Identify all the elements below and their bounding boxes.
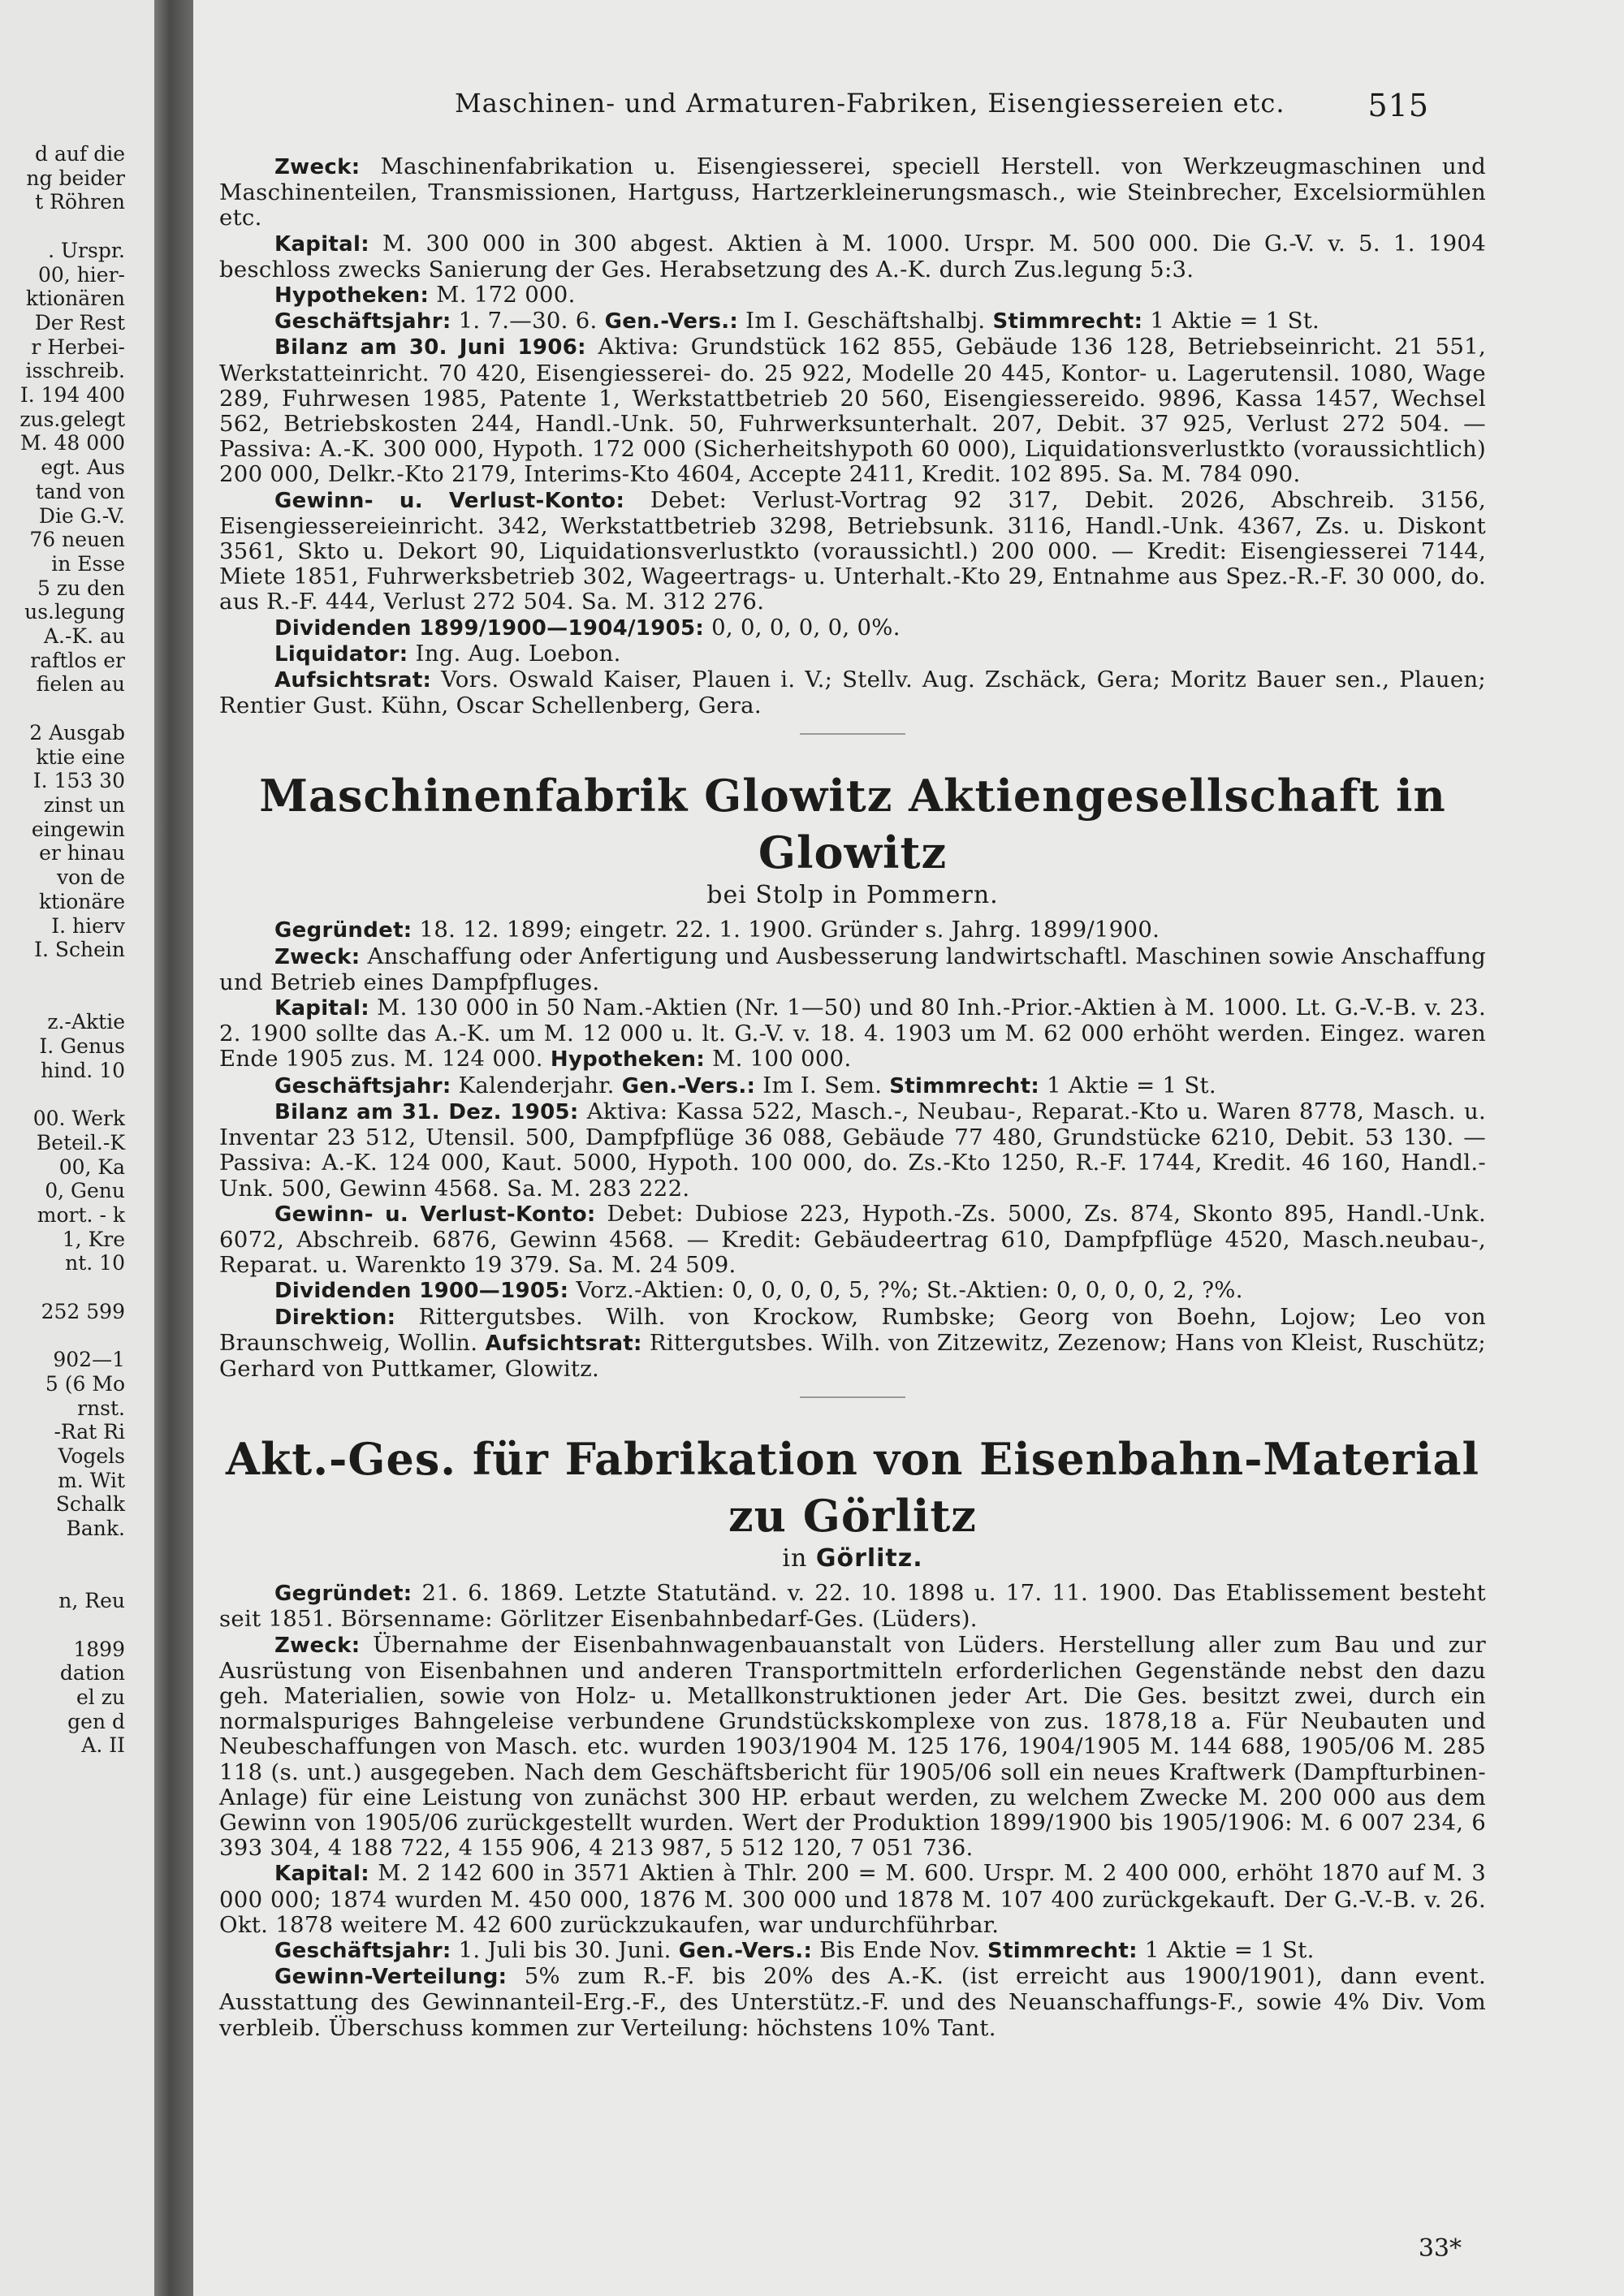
- left-page-line: 902—1: [53, 1348, 125, 1372]
- field-text: Vorz.-Aktien: 0, 0, 0, 0, 5, ?%; St.-Aktien: 0, 0, 0, 0, 2, ?%.: [568, 1277, 1243, 1304]
- entry-paragraph: [219, 1581, 1486, 1632]
- field-label: Gen.-Vers.:: [678, 1938, 813, 1963]
- left-page-line: el zu: [76, 1685, 125, 1709]
- left-page-line: in Esse: [51, 551, 125, 576]
- left-page-line: Schalk: [55, 1492, 125, 1517]
- field-text: 21. 6. 1869. Letzte Statutänd. v. 22. 10. 1898 u. 17. 11. 1900. Das Etablissement besteht seit 1851. Börsenname: Görlitzer Eisenbahnbedarf-Ges. (Lüders).: [219, 1580, 1486, 1633]
- field-label: Gewinn- u. Verlust-Konto:: [274, 1202, 596, 1227]
- left-page-line: Der Rest: [34, 310, 125, 334]
- field-text: M. 100 000.: [705, 1046, 852, 1072]
- company-subtitle-goerlitz: [219, 1544, 1486, 1573]
- left-page-line: eingewin: [31, 817, 125, 841]
- left-page-line: I. 153 30: [32, 769, 125, 793]
- field-label: Gen.-Vers.:: [621, 1073, 756, 1098]
- left-page-line: von de: [56, 865, 125, 890]
- field-text: M. 130 000 in 50 Nam.-Aktien (Nr. 1—50) und 80 Inh.-Prior.-Aktien à M. 1000. Lt. G.-V.-B. v. 23. 2. 1900 sollte das A.-K. um M. 12 000 u. lt. G.-V. v. 18. 4. 1903 um M. 62 000 erhöht werden. Eingez. waren Ende 1905 zus. M. 124 000.: [219, 995, 1486, 1072]
- left-page-line: n, Reu: [58, 1589, 125, 1613]
- entry-paragraph: [219, 1633, 1486, 1862]
- subtitle-prefix: in: [782, 1544, 808, 1573]
- left-page-line: egt. Aus: [41, 455, 125, 480]
- left-page-line: . Urspr.: [48, 238, 125, 262]
- left-page-line: ktionären: [25, 287, 125, 311]
- entry-plauen: [219, 154, 1486, 719]
- left-page-line: A.-K. au: [43, 624, 125, 649]
- left-page-line: -Rat Ri: [54, 1420, 125, 1444]
- field-label: Bilanz am 31. Dez. 1905:: [274, 1099, 579, 1124]
- left-page-line: us.legung: [24, 600, 125, 624]
- entry-paragraph: [219, 1099, 1486, 1202]
- left-page-line: fielen au: [36, 672, 125, 697]
- entry-paragraph: [219, 309, 1486, 334]
- left-page-line: hind. 10: [41, 1058, 125, 1082]
- left-page-line: z.-Aktie: [47, 1010, 125, 1034]
- left-page-line: [0, 1564, 154, 1589]
- field-text: Rittergutsbes. Wilh. von Zitzewitz, Zezenow; Hans von Kleist, Ruschütz; Gerhard von Puttkamer, Glowitz.: [219, 1329, 1486, 1382]
- field-text: M. 300 000 in 300 abgest. Aktien à M. 1000. Urspr. M. 500 000. Die G.-V. v. 5. 1. 1904 beschloss zwecks Sanierung der Ges. Herabsetzung des A.-K. durch Zus.legung 5:3.: [219, 230, 1486, 283]
- company-subtitle-glowitz: bei Stolp in Pommern.: [706, 881, 999, 910]
- field-label: Kapital:: [274, 231, 369, 257]
- field-text: 18. 12. 1899; eingetr. 22. 1. 1900. Gründer s. Jahrg. 1899/1900.: [412, 917, 1160, 943]
- left-page-line: I. Genus: [39, 1034, 125, 1059]
- left-page-line: zus.gelegt: [19, 407, 125, 431]
- field-text: Rittergutsbes. Wilh. von Krockow, Rumbske; Georg von Boehn, Lojow; Leo von Braunschweig, Wollin.: [219, 1303, 1486, 1356]
- left-page-line: 252 599: [41, 1299, 125, 1323]
- left-page-line: 00, hier-: [38, 262, 125, 287]
- left-page-line: M. 48 000: [20, 431, 125, 455]
- left-page-line: I. Schein: [34, 938, 125, 962]
- left-page-line: Bank.: [66, 1517, 125, 1541]
- book-gutter: [154, 0, 193, 2296]
- field-label: Geschäftsjahr:: [274, 1938, 451, 1963]
- entry-paragraph: [219, 944, 1486, 995]
- field-label: Kapital:: [274, 996, 369, 1021]
- entry-paragraph: [219, 917, 1486, 943]
- entry-paragraph: [219, 1073, 1486, 1099]
- left-page-line: ng beider: [26, 166, 125, 190]
- company-title-glowitz: Maschinenfabrik Glowitz Aktiengesellschaft in Glowitz: [259, 770, 1446, 879]
- entry-paragraph: [219, 154, 1486, 231]
- field-text: 1. Juli bis 30. Juni.: [451, 1936, 679, 1963]
- field-label: Direktion:: [274, 1305, 396, 1330]
- left-page-line: A. II: [81, 1733, 125, 1758]
- page-body: [219, 154, 1486, 2041]
- field-text: M. 172 000.: [429, 282, 576, 309]
- field-label: Gewinn- u. Verlust-Konto:: [274, 488, 625, 513]
- running-head: [260, 88, 1429, 123]
- left-page-line: 0, Genu: [45, 1179, 125, 1203]
- left-page-line: [0, 1541, 154, 1565]
- section-divider: [800, 1396, 905, 1398]
- field-text: M. 2 142 600 in 3571 Aktien à Thlr. 200 = M. 600. Urspr. M. 2 400 000, erhöht 1870 auf M. 3 000 000; 1874 wurden M. 450 000, 1876 M. 300 000 und 1878 M. 107 400 zurückgekauft. Der G.-V.-B. v. 26. Okt. 1878 weitere M. 42 600 zurückzukaufen, war undurchführbar.: [219, 1860, 1486, 1938]
- field-label: Hypotheken:: [550, 1047, 706, 1072]
- signature-mark: 33*: [1418, 2234, 1462, 2263]
- running-title: Maschinen- und Armaturen-Fabriken, Eisengiessereien etc.: [455, 88, 1285, 119]
- left-page-line: t Röhren: [35, 190, 125, 214]
- field-label: Gen.-Vers.:: [604, 309, 739, 334]
- entry-paragraph: [219, 283, 1486, 309]
- field-text: Im I. Geschäftshalbj.: [738, 308, 993, 334]
- field-text: Ing. Aug. Loebon.: [408, 640, 621, 667]
- entry-paragraph: [219, 488, 1486, 615]
- entry-paragraph: [219, 641, 1486, 667]
- subtitle-place: Görlitz.: [815, 1544, 923, 1573]
- field-text: Bis Ende Nov.: [812, 1936, 988, 1963]
- left-page-line: er hinau: [39, 841, 125, 865]
- page-number: 515: [1367, 88, 1429, 123]
- left-page-line: raftlos er: [30, 648, 125, 672]
- entry-paragraph: [219, 1861, 1486, 1938]
- left-page-fragment: [0, 0, 154, 2296]
- entry-paragraph: [219, 231, 1486, 283]
- field-text: Debet: Verlust-Vortrag 92 317, Debit. 2026, Abschreib. 3156, Eisengiessereieinricht. 342, Werkstattbetrieb 3298, Betriebsunk. 3116, Handl.-Unk. 4367, Zs. u. Diskont 3561, Skto u. Dekort 90, Liquidationsverlustkto (voraussichtl.) 200 000. — Kredit: Eisengiesserei 7144, Miete 1851, Fuhrwerksbetrieb 302, Wageertrags- u. Unterhalt.-Kto 29, Entnahme aus Spez.-R.-F. 30 000, do. aus R.-F. 444, Verlust 272 504. Sa. M. 312 276.: [219, 486, 1486, 615]
- section-divider: [800, 733, 905, 735]
- field-label: Liquidator:: [274, 641, 408, 667]
- field-label: Dividenden 1900—1905:: [274, 1279, 569, 1304]
- entry-goerlitz: [219, 1581, 1486, 2041]
- left-page-line: Beteil.-K: [36, 1130, 125, 1154]
- left-page-line: isschreib.: [25, 359, 125, 383]
- left-page-line: mort. - k: [37, 1202, 125, 1227]
- field-text: 1 Aktie = 1 St.: [1142, 308, 1320, 334]
- field-label: Aufsichtsrat:: [274, 668, 432, 693]
- left-page-line: [0, 697, 154, 721]
- left-page-line: ktie eine: [36, 744, 125, 769]
- field-text: Maschinenfabrikation u. Eisengiesserei, speciell Herstell. von Werkzeugmaschinen und Maschinenteilen, Transmissionen, Hartguss, Hartzerkleinerungsmasch., wie Steinbrecher, Excelsiormühlen etc.: [219, 153, 1486, 231]
- left-page-line: I. 194 400: [19, 383, 125, 408]
- left-page-line: [0, 1275, 154, 1300]
- left-page-line: Vogels: [58, 1444, 125, 1468]
- entry-paragraph: [219, 615, 1486, 641]
- field-text: Vors. Oswald Kaiser, Plauen i. V.; Stellv. Aug. Zschäck, Gera; Moritz Bauer sen., Plauen; Rentier Gust. Kühn, Oscar Schellenberg, Gera.: [219, 667, 1486, 719]
- field-label: Geschäftsjahr:: [274, 1073, 451, 1098]
- field-label: Zweck:: [274, 155, 361, 179]
- field-text: 1 Aktie = 1 St.: [1137, 1936, 1315, 1963]
- left-page-line: 1899: [73, 1637, 125, 1661]
- entry-paragraph: [219, 995, 1486, 1073]
- left-page-line: 5 zu den: [37, 576, 125, 600]
- left-page-text: [0, 142, 154, 1758]
- entry-paragraph: [219, 1202, 1486, 1279]
- left-page-line: 1, Kre: [62, 1227, 125, 1251]
- field-text: 1 Aktie = 1 St.: [1039, 1072, 1216, 1098]
- field-label: Hypotheken:: [274, 283, 430, 309]
- left-page-line: r Herbei-: [31, 334, 125, 359]
- left-page-line: rnst.: [77, 1396, 125, 1420]
- field-label: Bilanz am 30. Juni 1906:: [274, 335, 586, 360]
- left-page-line: [0, 1613, 154, 1638]
- field-text: Debet: Dubiose 223, Hypoth.-Zs. 5000, Zs. 874, Skonto 895, Handl.-Unk. 6072, Abschreib. 6876, Gewinn 4568. — Kredit: Gebäudeertrag 610, Dampfpflüge 4520, Masch.neubau-, Reparat. u. Warenkto 19 379. Sa. M. 24 509.: [219, 1200, 1487, 1279]
- field-text: 0, 0, 0, 0, 0, 0%.: [704, 614, 901, 641]
- left-page-line: m. Wit: [58, 1468, 125, 1492]
- left-page-line: gen d: [67, 1709, 125, 1733]
- left-page-line: dation: [59, 1661, 125, 1685]
- left-page-line: 5 (6 Mo: [45, 1371, 125, 1396]
- left-page-line: [0, 986, 154, 1011]
- field-label: Geschäftsjahr:: [274, 309, 451, 334]
- left-page-line: nt. 10: [65, 1251, 125, 1275]
- field-label: Stimmrecht:: [889, 1073, 1040, 1098]
- field-label: Dividenden 1899/1900—1904/1905:: [274, 615, 705, 641]
- field-label: Gegründet:: [274, 918, 412, 943]
- entry-paragraph: [219, 1964, 1486, 2041]
- field-label: Aufsichtsrat:: [485, 1331, 642, 1356]
- left-page-line: d auf die: [35, 142, 125, 166]
- entry-paragraph: [219, 667, 1486, 719]
- left-page-line: [0, 962, 154, 986]
- left-page-line: Die G.-V.: [38, 503, 125, 528]
- left-page-line: ktionäre: [39, 889, 125, 913]
- left-page-line: [0, 1323, 154, 1348]
- entry-paragraph: [219, 1278, 1486, 1304]
- entry-paragraph: [219, 1305, 1486, 1383]
- field-text: Aktiva: Grundstück 162 855, Gebäude 136 128, Betriebseinricht. 21 551, Werkstatteinricht. 70 420, Eisengiesserei- do. 25 922, Modelle 20 445, Kontor- u. Lagerutensil. 1080, Wage 289, Fuhrwesen 1985, Patente 1, Werkstattbetrieb 20 560, Eisengiessereido. 9896, Kassa 1457, Wechsel 562, Betriebskosten 244, Handl.-Unk. 50, Fuhrwerksunterhalt. 207, Debit. 37 925, Verlust 272 504. — Passiva: A.-K. 300 000, Hypoth. 172 000 (Sicherheitshypoth 60 000), Liquidationsverlustkto (voraussichtlich) 200 000, Delkr.-Kto 2179, Interims-Kto 4604, Accepte 2411, Kredit. 102 895. Sa. M. 784 090.: [219, 334, 1486, 488]
- entry-paragraph: [219, 334, 1486, 487]
- left-page-line: 76 neuen: [29, 528, 125, 552]
- left-page-line: tand von: [35, 479, 125, 503]
- field-label: Gewinn-Verteilung:: [274, 1965, 508, 1990]
- left-page-line: [0, 1082, 154, 1107]
- field-text: Anschaffung oder Anfertigung und Ausbesserung landwirtschaftl. Maschinen sowie Anschaffung und Betrieb eines Dampfpfluges.: [219, 943, 1486, 995]
- field-text: 1. 7.—30. 6.: [451, 308, 605, 334]
- left-page-line: 2 Ausgab: [29, 720, 125, 744]
- entry-paragraph: [219, 1938, 1486, 1964]
- left-page-line: I. hierv: [51, 913, 125, 938]
- field-label: Gegründet:: [274, 1582, 412, 1607]
- field-text: Übernahme der Eisenbahnwagenbauanstalt von Lüders. Herstellung aller zum Bau und zur Ausrüstung von Eisenbahnen und anderen Transportmitteln erforderlichen Gegenstände nebst den dazu geh. Materialien, sowie von Holz- u. Metallkonstruktionen jeder Art. Die Ges. besitzt zwei, durch ein normalspuriges Bahngeleise verbundene Grundstückskomplexe von zus. 1878,18 a. Für Neubauten und Neubeschaffungen von Masch. etc. wurden 1903/1904 M. 125 176, 1904/1905 M. 144 688, 1905/06 M. 285 118 (s. unt.) ausgegeben. Nach dem Geschäftsbericht für 1905/06 soll ein neues Kraftwerk (Dampfturbinen-Anlage) für eine Leistung von zunächst 300 HP. erbaut werden, zu welchem Zwecke M. 200 000 aus dem Gewinn von 1905/06 zurückgestellt wurden. Wert der Produktion 1899/1900 bis 1905/1906: M. 6 007 234, 6 393 304, 4 188 722, 4 155 906, 4 213 987, 5 512 120, 7 051 736.: [219, 1631, 1486, 1862]
- field-text: Im I. Sem.: [755, 1072, 890, 1098]
- field-label: Stimmrecht:: [987, 1938, 1138, 1963]
- field-text: 5% zum R.-F. bis 20% des A.-K. (ist erreicht aus 1900/1901), dann event. Ausstattung des Gewinnanteil-Erg.-F., des Unterstütz.-F. und des Neuanschaffungs-F., sowie 4% Div. Vom verbleib. Überschuss kommen zur Verteilung: höchstens 10% Tant.: [219, 1963, 1486, 2041]
- left-page-line: [0, 214, 154, 239]
- field-label: Stimmrecht:: [992, 309, 1143, 334]
- field-text: Kalenderjahr.: [451, 1072, 622, 1098]
- left-page-line: 00, Ka: [58, 1154, 125, 1179]
- left-page-line: 00. Werk: [32, 1107, 125, 1131]
- entry-glowitz: [219, 917, 1486, 1382]
- field-text: Aktiva: Kassa 522, Masch.-, Neubau-, Reparat.-Kto u. Waren 8778, Masch. u. Inventar 23 512, Utensil. 500, Dampfpflüge 36 088, Gebäude 77 480, Grundstücke 6210, Debit. 53 130. — Passiva: A.-K. 124 000, Kaut. 5000, Hypoth. 100 000, do. Zs.-Kto 1250, R.-F. 1744, Kredit. 46 160, Handl.-Unk. 500, Gewinn 4568. Sa. M. 283 222.: [219, 1098, 1486, 1202]
- field-label: Zweck:: [274, 1633, 361, 1658]
- left-page-line: zinst un: [43, 792, 125, 817]
- company-title-goerlitz: Akt.-Ges. für Fabrikation von Eisenbahn-Material zu Görlitz: [225, 1433, 1480, 1543]
- field-label: Zweck:: [274, 944, 361, 969]
- field-label: Kapital:: [274, 1862, 369, 1887]
